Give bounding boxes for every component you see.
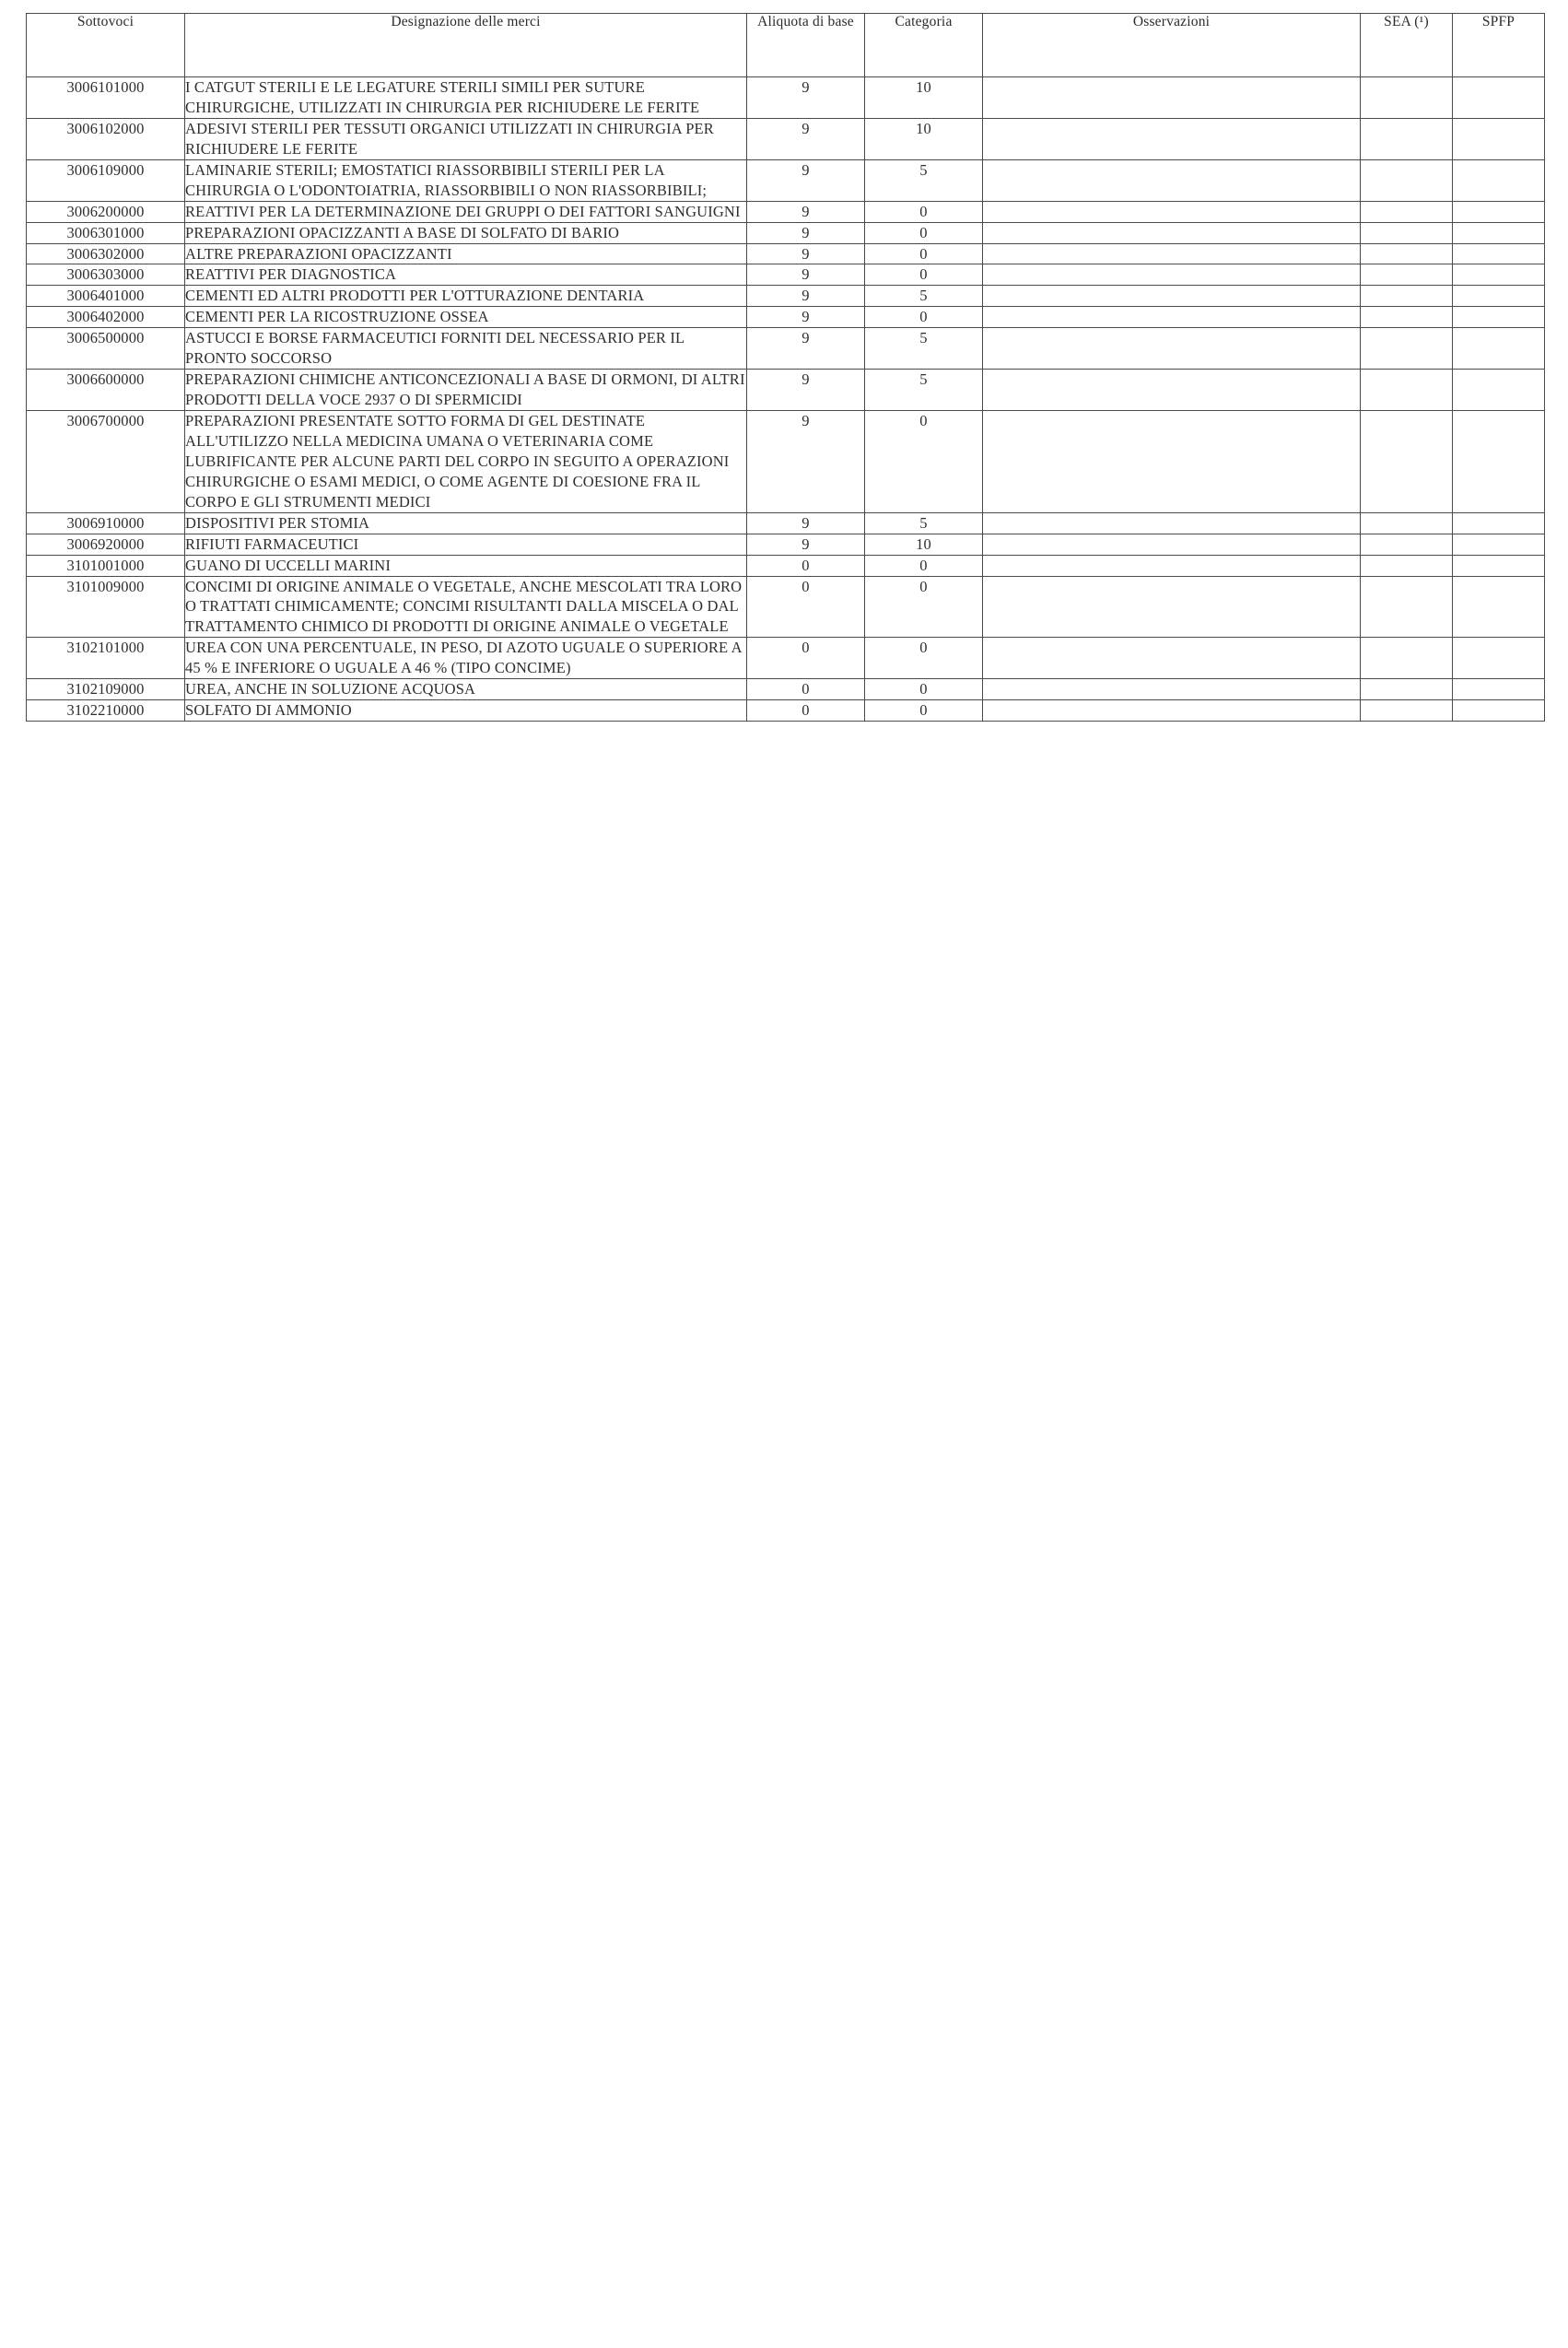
cell-aliquota: 9 [747,411,865,513]
cell-osservazioni [983,576,1361,638]
cell-designazione: GUANO DI UCCELLI MARINI [185,555,747,576]
cell-sottovoci: 3006402000 [27,307,185,328]
column-header-sea: SEA (¹) [1361,14,1453,77]
cell-spfp [1453,201,1545,222]
cell-sea [1361,328,1453,370]
cell-categoria: 0 [865,638,983,679]
cell-spfp [1453,534,1545,555]
cell-categoria: 10 [865,77,983,119]
cell-designazione: LAMINARIE STERILI; EMOSTATICI RIASSORBIBILI STERILI PER LA CHIRURGIA O L'ODONTOIATRIA, RIASSORBIBILI O NON RIASSORBIBILI; [185,159,747,201]
cell-spfp [1453,638,1545,679]
cell-categoria: 0 [865,243,983,264]
cell-designazione: CONCIMI DI ORIGINE ANIMALE O VEGETALE, ANCHE MESCOLATI TRA LORO O TRATTATI CHIMICAMENTE; CONCIMI RISULTANTI DALLA MISCELA O DAL TRATTAMENTO CHIMICO DI PRODOTTI DI ORIGINE ANIMALE O VEGETALE [185,576,747,638]
cell-spfp [1453,700,1545,722]
cell-osservazioni [983,118,1361,159]
table-row [27,411,1545,513]
cell-sea [1361,243,1453,264]
table-row [27,77,1545,119]
cell-sottovoci: 3006302000 [27,243,185,264]
cell-aliquota: 0 [747,555,865,576]
cell-osservazioni [983,222,1361,243]
cell-categoria: 5 [865,512,983,534]
cell-sottovoci: 3006500000 [27,328,185,370]
cell-aliquota: 9 [747,512,865,534]
cell-designazione: SOLFATO DI AMMONIO [185,700,747,722]
cell-aliquota: 9 [747,222,865,243]
cell-sea [1361,576,1453,638]
table-body [27,77,1545,722]
cell-spfp [1453,243,1545,264]
cell-osservazioni [983,679,1361,700]
cell-sottovoci: 3101009000 [27,576,185,638]
table-row [27,534,1545,555]
cell-sottovoci: 3006301000 [27,222,185,243]
cell-spfp [1453,264,1545,286]
cell-sea [1361,512,1453,534]
cell-sea [1361,679,1453,700]
table-row [27,159,1545,201]
table-row [27,512,1545,534]
cell-designazione: UREA CON UNA PERCENTUALE, IN PESO, DI AZOTO UGUALE O SUPERIORE A 45 % E INFERIORE O UGUALE A 46 % (TIPO CONCIME) [185,638,747,679]
table-row [27,222,1545,243]
cell-designazione: DISPOSITIVI PER STOMIA [185,512,747,534]
cell-categoria: 0 [865,222,983,243]
cell-sea [1361,700,1453,722]
cell-categoria: 10 [865,118,983,159]
cell-spfp [1453,328,1545,370]
cell-sottovoci: 3102210000 [27,700,185,722]
cell-aliquota: 9 [747,159,865,201]
cell-osservazioni [983,243,1361,264]
cell-spfp [1453,307,1545,328]
cell-designazione: PREPARAZIONI CHIMICHE ANTICONCEZIONALI A BASE DI ORMONI, DI ALTRI PRODOTTI DELLA VOCE 2937 O DI SPERMICIDI [185,370,747,411]
cell-categoria: 0 [865,555,983,576]
cell-categoria: 0 [865,700,983,722]
table-row [27,576,1545,638]
cell-sottovoci: 3006401000 [27,286,185,307]
cell-aliquota: 9 [747,370,865,411]
cell-categoria: 0 [865,201,983,222]
cell-categoria: 10 [865,534,983,555]
table-header-row [27,14,1545,77]
cell-osservazioni [983,77,1361,119]
cell-aliquota: 9 [747,201,865,222]
cell-categoria: 5 [865,286,983,307]
cell-sea [1361,77,1453,119]
customs-tariff-table [26,13,1545,722]
cell-osservazioni [983,328,1361,370]
cell-spfp [1453,555,1545,576]
cell-aliquota: 9 [747,77,865,119]
cell-aliquota: 9 [747,118,865,159]
cell-sea [1361,307,1453,328]
cell-categoria: 0 [865,264,983,286]
cell-aliquota: 9 [747,534,865,555]
cell-designazione: UREA, ANCHE IN SOLUZIONE ACQUOSA [185,679,747,700]
cell-spfp [1453,222,1545,243]
table-row [27,243,1545,264]
cell-sottovoci: 3006920000 [27,534,185,555]
cell-categoria: 0 [865,679,983,700]
cell-designazione: PREPARAZIONI OPACIZZANTI A BASE DI SOLFATO DI BARIO [185,222,747,243]
cell-designazione: CEMENTI ED ALTRI PRODOTTI PER L'OTTURAZIONE DENTARIA [185,286,747,307]
cell-sottovoci: 3006600000 [27,370,185,411]
cell-categoria: 0 [865,411,983,513]
column-header-spfp: SPFP [1453,14,1545,77]
table-row [27,700,1545,722]
cell-sea [1361,159,1453,201]
table-row [27,307,1545,328]
cell-designazione: RIFIUTI FARMACEUTICI [185,534,747,555]
table-row [27,328,1545,370]
cell-designazione: I CATGUT STERILI E LE LEGATURE STERILI SIMILI PER SUTURE CHIRURGICHE, UTILIZZATI IN CHIRURGIA PER RICHIUDERE LE FERITE [185,77,747,119]
cell-osservazioni [983,700,1361,722]
cell-spfp [1453,411,1545,513]
cell-osservazioni [983,159,1361,201]
cell-sottovoci: 3006700000 [27,411,185,513]
table-row [27,555,1545,576]
cell-aliquota: 9 [747,243,865,264]
cell-osservazioni [983,512,1361,534]
cell-sottovoci: 3101001000 [27,555,185,576]
cell-osservazioni [983,555,1361,576]
table-row [27,679,1545,700]
table-row [27,370,1545,411]
cell-designazione: ASTUCCI E BORSE FARMACEUTICI FORNITI DEL NECESSARIO PER IL PRONTO SOCCORSO [185,328,747,370]
cell-sottovoci: 3006200000 [27,201,185,222]
cell-aliquota: 0 [747,700,865,722]
cell-categoria: 0 [865,576,983,638]
cell-sea [1361,534,1453,555]
cell-designazione: PREPARAZIONI PRESENTATE SOTTO FORMA DI GEL DESTINATE ALL'UTILIZZO NELLA MEDICINA UMANA O VETERINARIA COME LUBRIFICANTE PER ALCUNE PARTI DEL CORPO IN SEGUITO A OPERAZIONI CHIRURGICHE O ESAMI MEDICI, O COME AGENTE DI COESIONE FRA IL CORPO E GLI STRUMENTI MEDICI [185,411,747,513]
cell-categoria: 5 [865,370,983,411]
cell-osservazioni [983,534,1361,555]
cell-spfp [1453,512,1545,534]
cell-aliquota: 0 [747,576,865,638]
cell-spfp [1453,77,1545,119]
cell-sea [1361,264,1453,286]
table-row [27,638,1545,679]
cell-aliquota: 9 [747,307,865,328]
cell-spfp [1453,370,1545,411]
cell-osservazioni [983,411,1361,513]
cell-categoria: 5 [865,328,983,370]
cell-sea [1361,555,1453,576]
cell-sea [1361,411,1453,513]
cell-categoria: 0 [865,307,983,328]
table-row [27,286,1545,307]
cell-designazione: CEMENTI PER LA RICOSTRUZIONE OSSEA [185,307,747,328]
cell-osservazioni [983,286,1361,307]
cell-designazione: ADESIVI STERILI PER TESSUTI ORGANICI UTILIZZATI IN CHIRURGIA PER RICHIUDERE LE FERITE [185,118,747,159]
cell-spfp [1453,159,1545,201]
cell-osservazioni [983,307,1361,328]
table-row [27,264,1545,286]
cell-categoria: 5 [865,159,983,201]
cell-sea [1361,286,1453,307]
cell-aliquota: 9 [747,328,865,370]
cell-sea [1361,638,1453,679]
cell-spfp [1453,118,1545,159]
cell-osservazioni [983,370,1361,411]
column-header-osservazioni: Osservazioni [983,14,1361,77]
cell-sea [1361,118,1453,159]
cell-aliquota: 0 [747,679,865,700]
cell-aliquota: 9 [747,264,865,286]
cell-sea [1361,370,1453,411]
cell-sottovoci: 3102109000 [27,679,185,700]
cell-aliquota: 9 [747,286,865,307]
cell-sottovoci: 3006910000 [27,512,185,534]
table-row [27,118,1545,159]
cell-designazione: REATTIVI PER LA DETERMINAZIONE DEI GRUPPI O DEI FATTORI SANGUIGNI [185,201,747,222]
column-header-aliquota: Aliquota di base [747,14,865,77]
cell-osservazioni [983,638,1361,679]
cell-aliquota: 0 [747,638,865,679]
cell-designazione: ALTRE PREPARAZIONI OPACIZZANTI [185,243,747,264]
cell-sottovoci: 3006303000 [27,264,185,286]
table-header [27,14,1545,77]
cell-sottovoci: 3006102000 [27,118,185,159]
cell-sottovoci: 3006109000 [27,159,185,201]
cell-spfp [1453,286,1545,307]
cell-spfp [1453,576,1545,638]
cell-osservazioni [983,264,1361,286]
column-header-sottovoci: Sottovoci [27,14,185,77]
cell-sea [1361,201,1453,222]
cell-sottovoci: 3102101000 [27,638,185,679]
column-header-categoria: Categoria [865,14,983,77]
table-row [27,201,1545,222]
cell-sea [1361,222,1453,243]
cell-sottovoci: 3006101000 [27,77,185,119]
cell-spfp [1453,679,1545,700]
column-header-designazione: Designazione delle merci [185,14,747,77]
cell-osservazioni [983,201,1361,222]
cell-designazione: REATTIVI PER DIAGNOSTICA [185,264,747,286]
